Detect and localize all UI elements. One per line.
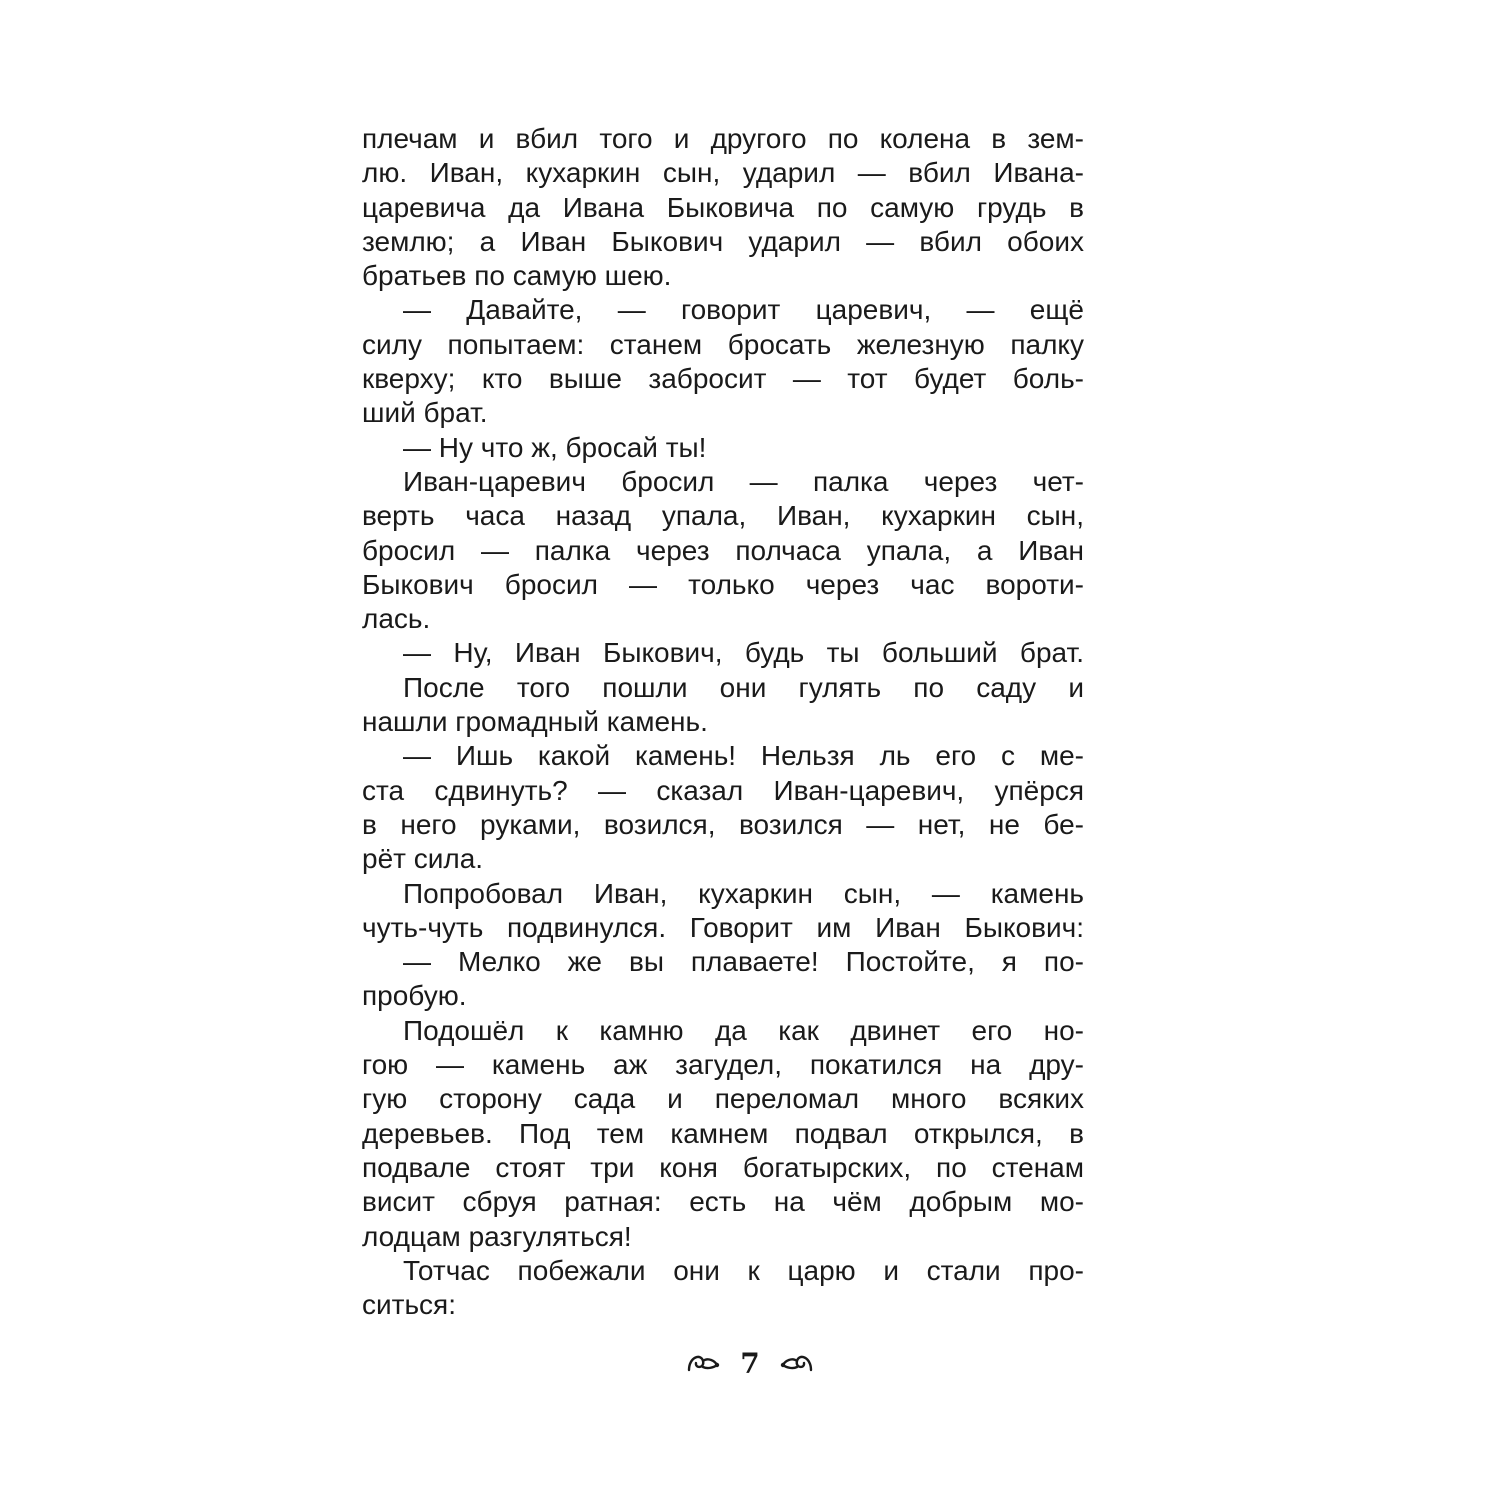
text-line: кверху; кто выше забросит — тот будет боль- (362, 363, 1084, 395)
text-line: нашли громадный камень. (362, 706, 708, 738)
text-line: Быкович бросил — только через час вороти- (362, 568, 1084, 600)
text-line: — Мелко же вы плаваете! Постойте, я по- (403, 946, 1084, 978)
page-number: 7 (740, 1346, 760, 1380)
text-line: После того пошли они гулять по саду и (403, 671, 1084, 703)
text-line: лю. Иван, кухаркин сын, ударил — вбил Ивана- (362, 157, 1084, 189)
text-line: висит сбруя ратная: есть на чём добрым мо- (362, 1186, 1084, 1218)
text-line: пробую. (362, 980, 467, 1012)
right-scroll-ornament-icon (780, 1348, 814, 1378)
text-line: Иван-царевич бросил — палка через чет- (403, 465, 1084, 497)
page-footer (0, 1342, 1500, 1384)
text-line: землю; а Иван Быкович ударил — вбил обоих (362, 225, 1084, 257)
text-line: — Ну, Иван Быкович, будь ты больший брат. (403, 637, 1084, 669)
text-line: братьев по самую шею. (362, 260, 672, 292)
text-line: бросил — палка через полчаса упала, а Иван (362, 534, 1084, 566)
body-text (362, 122, 1084, 1322)
text-line: царевича да Ивана Быковича по самую грудь в (362, 191, 1084, 223)
text-line: рёт сила. (362, 843, 484, 875)
text-line: деревьев. Под тем камнем подвал открылся, в (362, 1117, 1084, 1149)
left-scroll-ornament-icon (686, 1348, 720, 1378)
text-line: подвале стоят три коня богатырских, по стенам (362, 1151, 1084, 1183)
text-line: Подошёл к камню да как двинет его но- (403, 1014, 1084, 1046)
text-line: лодцам разгуляться! (362, 1220, 632, 1252)
text-line: Попробовал Иван, кухаркин сын, — камень (403, 877, 1084, 909)
text-line: ста сдвинуть? — сказал Иван-царевич, упёрся (362, 774, 1084, 806)
text-line: — Ишь какой камень! Нельзя ль его с ме- (403, 740, 1084, 772)
text-line: Тотчас побежали они к царю и стали про- (403, 1254, 1084, 1286)
text-line: верть часа назад упала, Иван, кухаркин сын, (362, 500, 1084, 532)
text-line: гую сторону сада и переломал много всяких (362, 1083, 1084, 1115)
text-line: плечам и вбил того и другого по колена в зем- (362, 123, 1084, 154)
text-line: ситься: (362, 1289, 456, 1321)
text-line: гою — камень аж загудел, покатился на дру- (362, 1049, 1084, 1081)
text-line: силу попытаем: станем бросать железную палку (362, 328, 1084, 360)
text-line: чуть-чуть подвинулся. Говорит им Иван Быкович: (362, 911, 1084, 943)
text-line: в него руками, возился, возился — нет, не бе- (362, 808, 1084, 840)
text-line: — Ну что ж, бросай ты! (403, 431, 707, 463)
text-line: лась. (362, 603, 431, 635)
text-line: — Давайте, — говорит царевич, — ещё (403, 294, 1084, 326)
text-line: ший брат. (362, 397, 488, 429)
